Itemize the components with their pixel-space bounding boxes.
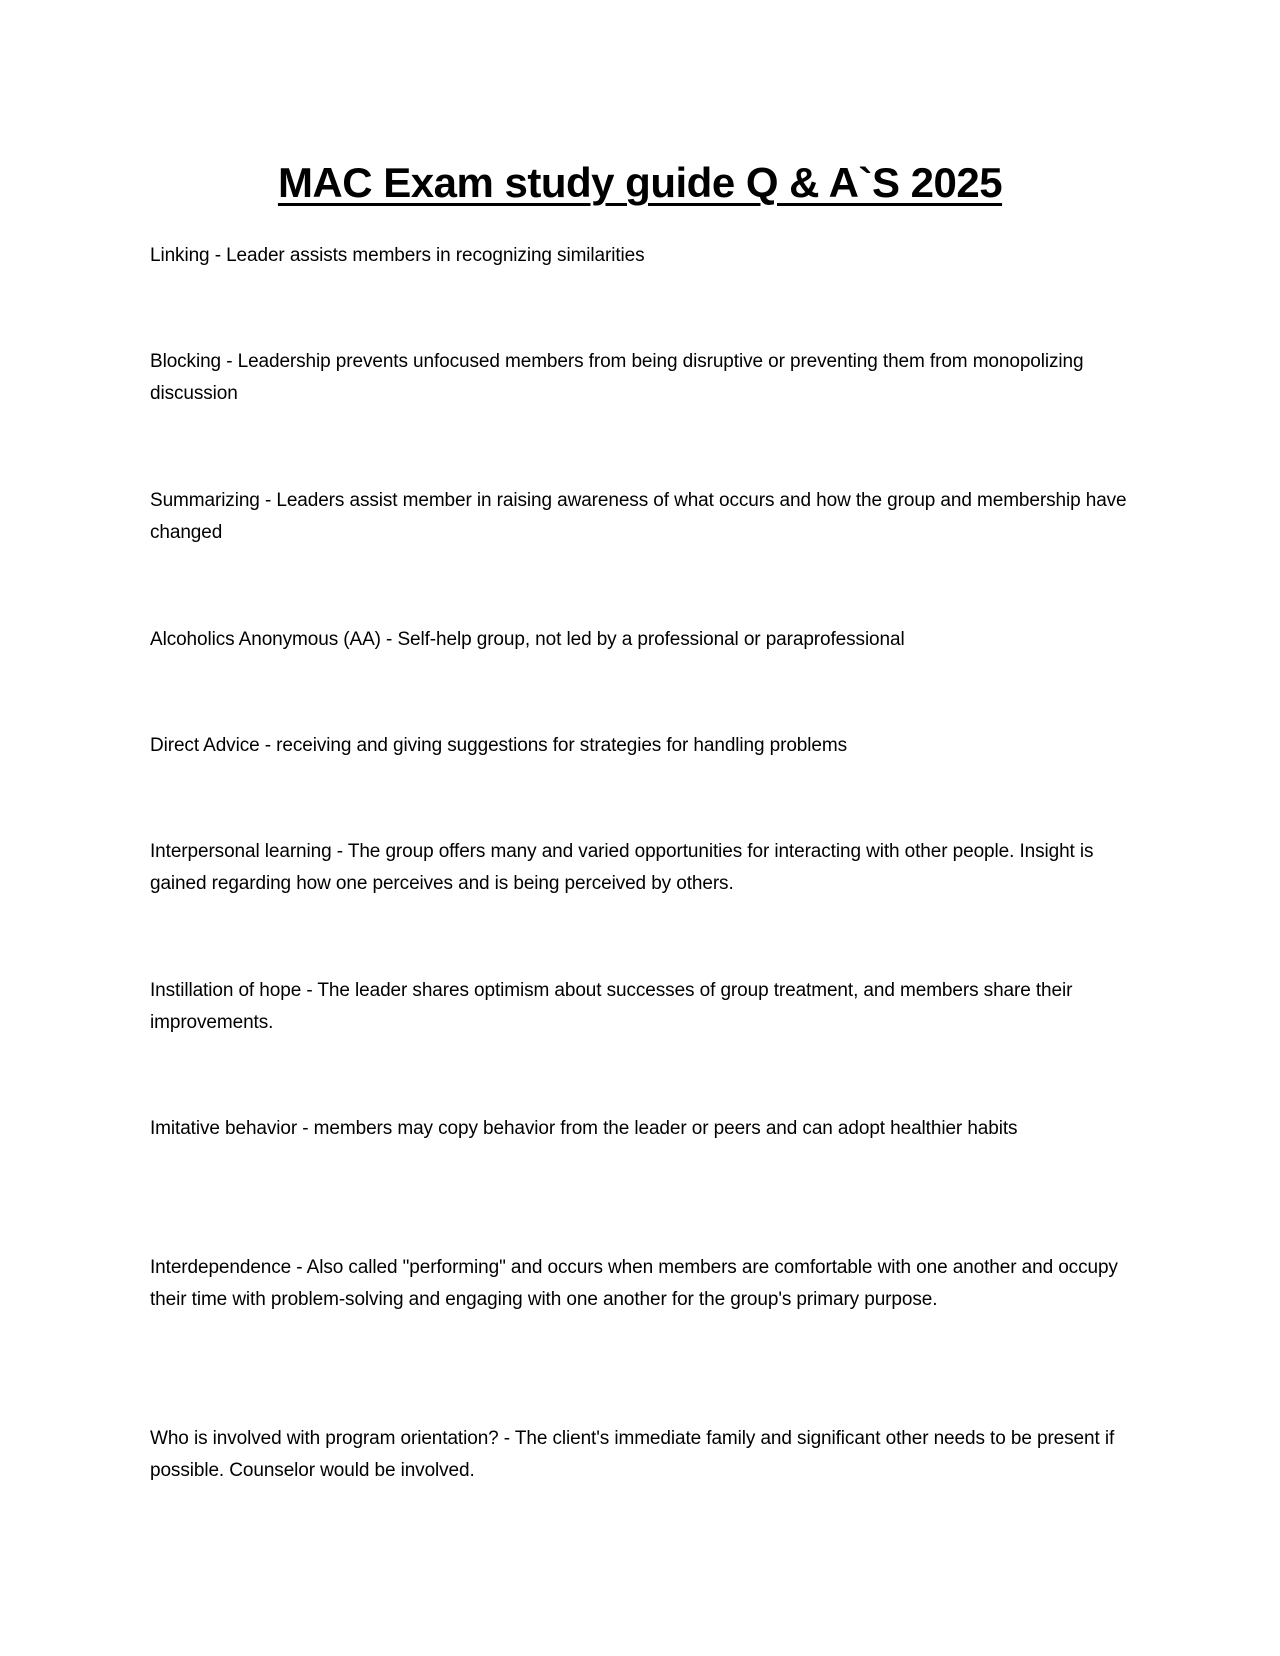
entry-direct-advice: Direct Advice - receiving and giving suggestions for strategies for handling problems	[150, 735, 847, 756]
entry-interpersonal-learning: Interpersonal learning - The group offers many and varied opportunities for interacting with other people. Insight is gained regarding how one perceives and is being perceived by others.	[150, 841, 1094, 894]
entry-blocking: Blocking - Leadership prevents unfocused members from being disruptive or preventing them from monopolizing discussion	[150, 351, 1084, 404]
entry-instillation-of-hope: Instillation of hope - The leader shares optimism about successes of group treatment, and members share their improvements.	[150, 980, 1073, 1033]
entry-program-orientation: Who is involved with program orientation? - The client's immediate family and significant other needs to be present if possible. Counselor would be involved.	[150, 1428, 1115, 1481]
entry-alcoholics-anonymous: Alcoholics Anonymous (AA) - Self-help group, not led by a professional or paraprofessional	[150, 629, 905, 650]
entry-summarizing: Summarizing - Leaders assist member in raising awareness of what occurs and how the group and membership have changed	[150, 490, 1127, 543]
entry-linking: Linking - Leader assists members in recognizing similarities	[150, 245, 645, 266]
entry-imitative-behavior: Imitative behavior - members may copy behavior from the leader or peers and can adopt healthier habits	[150, 1118, 1018, 1139]
document-title: MAC Exam study guide Q & A`S 2025	[277, 159, 1003, 206]
entry-interdependence: Interdependence - Also called "performing" and occurs when members are comfortable with one another and occupy their time with problem-solving and engaging with one another for the group's primary purpose.	[150, 1257, 1118, 1310]
